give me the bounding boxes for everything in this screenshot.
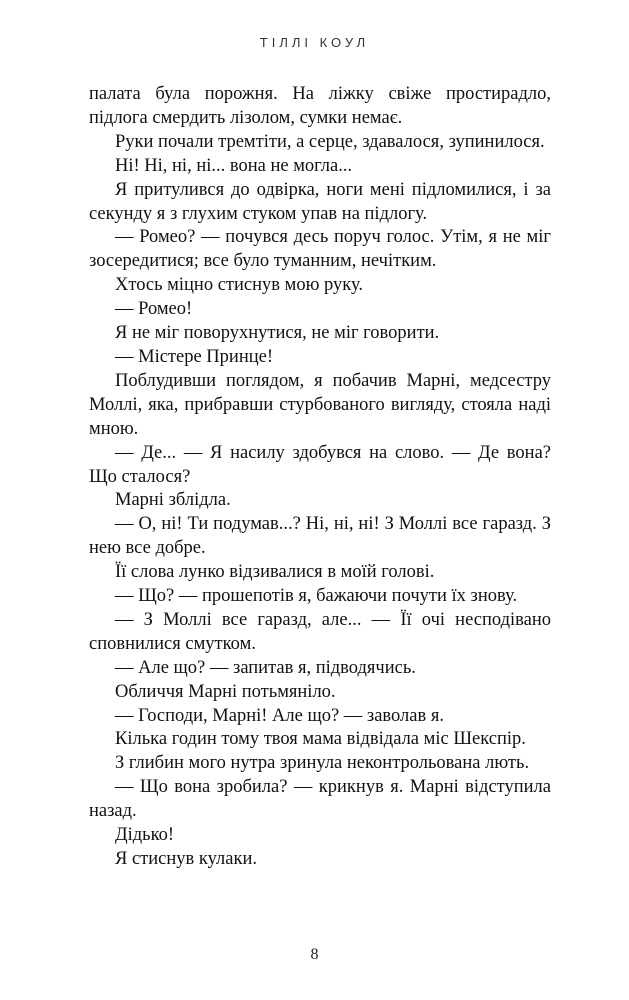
paragraph: — Ромео? — почувся десь поруч голос. Утім, я не міг зосередитися; все було туманним, нечітким.: [89, 227, 551, 272]
body-text: [89, 83, 551, 872]
paragraph: Дідько!: [115, 825, 175, 846]
paragraph: Кілька годин тому твоя мама відвідала міс Шекспір.: [115, 729, 526, 750]
paragraph: — Де... — Я насилу здобувся на слово. — Де вона? Що сталося?: [89, 442, 551, 487]
paragraph: Обличчя Марні потьмяніло.: [115, 681, 336, 702]
page-number: 8: [310, 946, 319, 963]
paragraph: Я притулився до одвірка, ноги мені підломилися, і за секунду я з глухим стуком упав на підлогу.: [89, 179, 551, 224]
paragraph: — Але що? — запитав я, підводячись.: [115, 657, 416, 678]
paragraph: Марні зблідла.: [115, 490, 231, 511]
paragraph: — З Моллі все гаразд, але... — Її очі несподівано сповнилися смутком.: [89, 609, 551, 654]
running-head: ТІЛЛІ КОУЛ: [259, 35, 370, 50]
paragraph: — Господи, Марні! Але що? — заволав я.: [115, 705, 444, 726]
paragraph: — Містере Принце!: [115, 346, 273, 367]
paragraph: — Що вона зробила? — крикнув я. Марні відступила назад.: [89, 777, 551, 822]
paragraph: — Що? — прошепотів я, бажаючи почути їх знову.: [115, 586, 518, 607]
paragraph: палата була порожня. На ліжку свіже простирадло, підлога смердить лізолом, сумки немає.: [89, 84, 551, 128]
paragraph: Хтось міцно стиснув мою руку.: [115, 275, 364, 296]
paragraph: Ні! Ні, ні, ні... вона не могла...: [115, 155, 353, 176]
paragraph: Руки почали тремтіти, а серце, здавалося, зупинилося.: [115, 131, 545, 152]
paragraph: Її слова лунко відзивалися в моїй голові.: [115, 562, 435, 583]
paragraph: З глибин мого нутра зринула неконтрольована лють.: [115, 753, 530, 774]
paragraph: — Ромео!: [115, 299, 193, 320]
paragraph: — О, ні! Ти подумав...? Ні, ні, ні! З Моллі все гаразд. З нею все добре.: [89, 514, 551, 559]
paragraph: Я стиснув кулаки.: [115, 849, 258, 869]
paragraph: Поблудивши поглядом, я побачив Марні, медсестру Моллі, яка, прибравши стурбованого вигляду, стояла наді мною.: [89, 370, 551, 439]
paragraph: Я не міг поворухнутися, не міг говорити.: [115, 323, 440, 344]
